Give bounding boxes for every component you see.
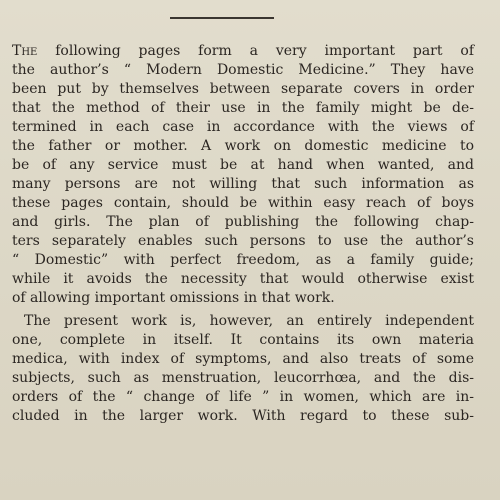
text-line: orders of the “ change of life ” in women, which are in- <box>12 389 474 405</box>
text-line: the father or mother. A work on domestic medicine to <box>12 138 474 154</box>
header-rule <box>170 17 274 19</box>
text-line: The present work is, however, an entirely independent <box>24 313 474 329</box>
text-line: termined in each case in accordance with the views of <box>12 119 474 135</box>
text-line: one, complete in itself. It contains its own materia <box>12 332 474 348</box>
drop-word: The <box>12 43 38 59</box>
body-text <box>12 42 474 426</box>
text-line: been put by themselves between separate covers in order <box>12 81 474 97</box>
text-line: “ Domestic” with perfect freedom, as a family guide; <box>12 252 474 268</box>
text-line: be of any service must be at hand when wanted, and <box>12 157 474 173</box>
text-line: subjects, such as menstruation, leucorrhœa, and the dis- <box>12 370 474 386</box>
text-line: ters separately enables such persons to use the author’s <box>12 233 474 249</box>
text-line: while it avoids the necessity that would otherwise exist <box>12 271 474 287</box>
text-line: and girls. The plan of publishing the following chap- <box>12 214 474 230</box>
text-line: many persons are not willing that such information as <box>12 176 474 192</box>
text-line: the author’s “ Modern Domestic Medicine.” They have <box>12 62 474 78</box>
text-line: medica, with index of symptoms, and also treats of some <box>12 351 474 367</box>
text-line: that the method of their use in the family might be de- <box>12 100 474 116</box>
text-line: cluded in the larger work. With regard to these sub- <box>12 408 474 424</box>
line-rest: following pages form a very important part of <box>37 43 474 59</box>
text-line <box>12 42 474 61</box>
text-line: these pages contain, should be within easy reach of boys <box>12 195 474 211</box>
text-line: of allowing important omissions in that work. <box>12 290 335 306</box>
